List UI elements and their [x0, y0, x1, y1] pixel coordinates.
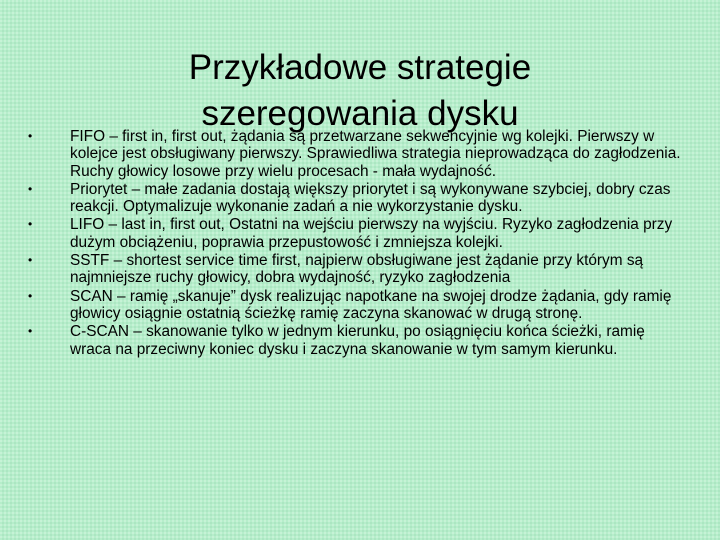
- bullet-item-priorytet: [28, 181, 688, 216]
- bullet-dot-icon: •: [28, 253, 33, 268]
- bullet-dot-icon: •: [28, 181, 33, 196]
- bullet-text: LIFO – last in, first out, Ostatni na wejściu pierwszy na wyjściu. Ryzyko zagłodzenia przy dużym obciążeniu, poprawia przepustowość i zmniejsza kolejki.: [70, 216, 673, 251]
- bullet-item-c-scan: [28, 323, 688, 358]
- bullet-text: Priorytet – małe zadania dostają większy priorytet i są wykonywane szybciej, dobry czas reakcji. Optymalizuje wykonanie zadań a nie wykorzystanie dysku.: [70, 180, 671, 216]
- bullet-item-sstf: [28, 252, 688, 287]
- bullet-text: SSTF – shortest service time first, najpierw obsługiwane jest żądanie przy którym są najmniejsze ruchy głowicy, dobra wydajność, ryzyko zagłodzenia: [70, 252, 644, 287]
- bullet-dot-icon: •: [28, 288, 33, 303]
- bullet-item-lifo: [28, 216, 688, 251]
- bullet-dot-icon: •: [28, 217, 33, 232]
- bullet-item-scan: [28, 288, 688, 323]
- bullet-text: FIFO – first in, first out, żądania są przetwarzane sekwencyjnie wg kolejki. Pierwszy w kolejce jest obsługiwany pierwszy. Sprawiedliwa strategia nieprowadząca do zagłodzenia. Ruchy głowicy losowe przy wielu procesach - mała wydajność.: [70, 128, 681, 180]
- bullet-list: [28, 128, 688, 359]
- slide-title-line-2: szeregowania dysku: [201, 94, 519, 134]
- bullet-text: C-SCAN – skanowanie tylko w jednym kierunku, po osiągnięciu końca ścieżki, ramię wraca na przeciwny koniec dysku i zaczyna skanowanie w tym samym kierunku.: [70, 323, 645, 358]
- bullet-text: SCAN – ramię „skanuje” dysk realizując napotkane na swojej drodze żądania, gdy ramię głowicy osiągnie ostatnią ścieżkę ramię zaczyna skanować w drugą stronę.: [70, 287, 672, 322]
- slide-title-line-1: Przykładowe strategie: [188, 48, 532, 88]
- bullet-dot-icon: •: [28, 324, 33, 339]
- slide-title: [100, 45, 620, 137]
- bullet-item-fifo: [28, 128, 688, 180]
- bullet-dot-icon: •: [28, 129, 33, 143]
